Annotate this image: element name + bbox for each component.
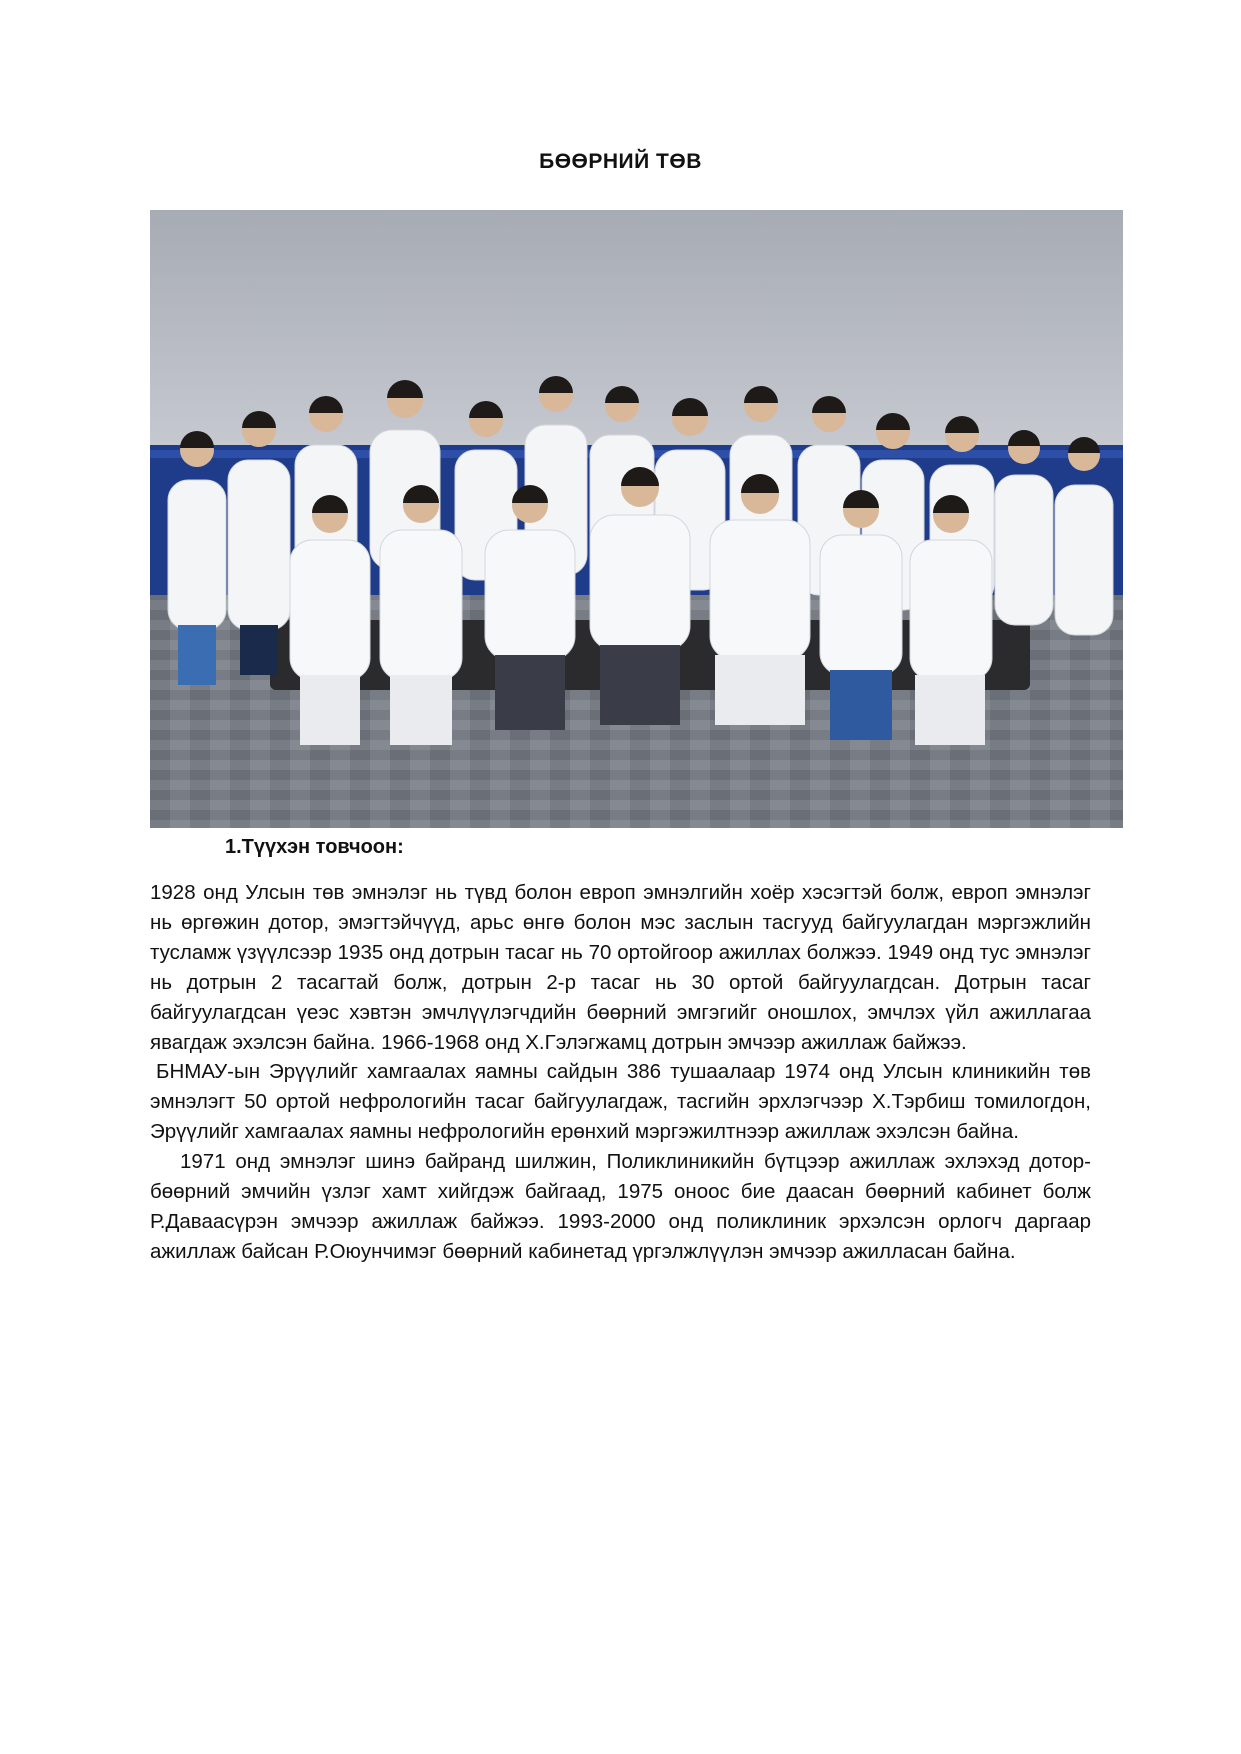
page-title: БӨӨРНИЙ ТӨВ — [539, 150, 702, 173]
paragraph-3: 1971 онд эмнэлэг шинэ байранд шилжин, Поликлиникийн бүтцээр ажиллаж эхлэхэд дотор-бөөрний эмчийн үзлэг хамт хийгдэж байгаад, 1975 оноос бие даасан бөөрний кабинет болж Р.Даваасүрэн эмчээр ажиллаж байжээ. 1993-2000 онд поликлиник эрхэлсэн орлогч даргаар ажиллаж байсан Р.Оюунчимэг бөөрний кабинетад үргэлжлүүлэн эмчээр ажилласан байна. — [150, 1150, 1091, 1263]
paragraph-2: БНМАУ-ын Эрүүлийг хамгаалах яамны сайдын 386 тушаалаар 1974 онд Улсын клиникийн төв эмнэлэгт 50 ортой нефрологийн тасаг байгуулагдаж, тасгийн эрхлэгчээр Х.Тэрбиш томилогдон, Эрүүлийг хамгаалах яамны нефрологийн ерөнхий мэргэжилтнээр ажиллаж эхэлсэн байна. — [150, 1060, 1091, 1144]
group-photo — [150, 210, 1123, 828]
group-photo-icon — [150, 210, 1123, 828]
body-text — [150, 878, 1091, 1267]
section-heading: 1.Түүхэн товчоон: — [225, 836, 404, 858]
paragraph-1: 1928 онд Улсын төв эмнэлэг нь түвд болон европ эмнэлгийн хоёр хэсэгтэй болж, европ эмнэлэг нь өргөжин дотор, эмэгтэйчүүд, арьс өнгө болон мэс заслын тасгууд байгуулагдан мэргэжлийн тусламж үзүүлсээр 1935 онд дотрын тасаг нь 70 ортойгоор ажиллах болжээ. 1949 онд тус эмнэлэг нь дотрын 2 тасагтай болж, дотрын 2-р тасаг нь 30 ортой байгуулагдсан. Дотрын тасаг байгуулагдсан үеэс хэвтэн эмчлүүлэгчдийн бөөрний эмгэгийг оношлох, эмчлэх үйл ажиллагаа явагдаж эхэлсэн байна. 1966-1968 онд Х.Гэлэгжамц дотрын эмчээр ажиллаж байжээ. — [150, 881, 1091, 1054]
